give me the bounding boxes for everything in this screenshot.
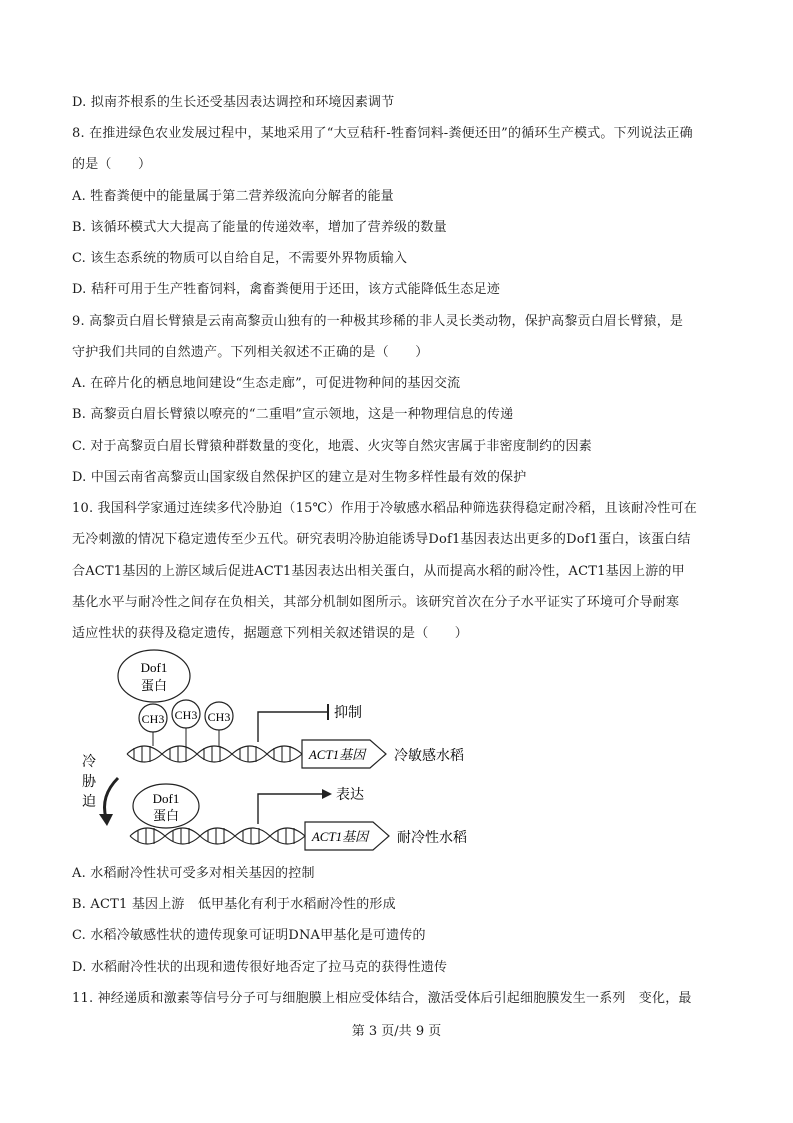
question-10-stem-cont: 无冷刺激的情况下稳定遗传至少五代。研究表明冷胁迫能诱导Dof1基因表达出更多的Dof1蛋白，该蛋白结 [72, 532, 691, 547]
dna-helix-top [127, 746, 302, 762]
express-label: 表达 [336, 788, 364, 803]
dof1-bottom-line2: 蛋白 [152, 808, 180, 823]
methyl-group-2 [172, 700, 200, 746]
cold-stress-arrow [99, 778, 118, 826]
inhibit-arrow [258, 704, 362, 742]
dof1-protein-top [118, 650, 190, 702]
question-10-stem-cont: 基化水平与耐冷性之间存在负相关，其部分机制如图所示。该研究首次在分子水平证实了环境可介导耐寒 [72, 595, 680, 610]
cold-stress-char-3: 迫 [82, 795, 96, 810]
question-10-option-c: C. 水稻冷敏感性状的遗传现象可证明DNA甲基化是可遗传的 [72, 928, 426, 943]
cold-stress-char-1: 冷 [82, 755, 96, 770]
act1-gene-bottom [305, 822, 389, 850]
inhibit-label: 抑制 [334, 706, 362, 721]
question-11-stem: 11. 神经递质和激素等信号分子可与细胞膜上相应受体结合，激活受体后引起细胞膜发生一系列 变化，最 [72, 991, 692, 1006]
question-10-option-b: B. ACT1 基因上游 低甲基化有利于水稻耐冷性的形成 [72, 897, 396, 912]
question-8-option-b: B. 该循环模式大大提高了能量的传递效率，增加了营养级的数量 [72, 220, 447, 235]
text-line: D. 拟南芥根系的生长还受基因表达调控和环境因素调节 [72, 95, 395, 110]
question-9-option-b: B. 高黎贡白眉长臂猿以嘹亮的“二重唱”宣示领地，这是一种物理信息的传递 [72, 407, 514, 422]
question-10-stem-cont: 合ACT1基因的上游区域后促进ACT1基因表达出相关蛋白，从而提高水稻的耐冷性，ACT1基因上游的甲 [72, 564, 685, 579]
express-arrow [258, 786, 364, 824]
question-8-stem: 8. 在推进绿色农业发展过程中，某地采用了“大豆秸秆-牲畜饲料-粪便还田”的循环生产模式。下列说法正确 [72, 126, 693, 141]
question-9-option-a: A. 在碎片化的栖息地间建设“生态走廊”，可促进物种间的基因交流 [72, 376, 461, 391]
question-9-stem: 9. 高黎贡白眉长臂猿是云南高黎贡山独有的一种极其珍稀的非人灵长类动物，保护高黎贡白眉长臂猿，是 [72, 314, 684, 329]
page-number: 第 3 页/共 9 页 [351, 1024, 442, 1039]
act1-gene-top-label: ACT1基因 [308, 747, 366, 762]
dof1-bottom-line1: Dof1 [152, 791, 180, 806]
question-10-stem: 10. 我国科学家通过连续多代冷胁迫（15℃）作用于冷敏感水稻品种筛选获得稳定耐冷稻，且该耐冷性可在 [72, 501, 697, 516]
dna-helix-bottom [130, 828, 305, 844]
methyl-label: CH3 [174, 708, 198, 722]
question-8-option-a: A. 牲畜粪便中的能量属于第二营养级流向分解者的能量 [72, 189, 394, 204]
question-10-stem-cont: 适应性状的获得及稳定遗传，据题意下列相关叙述错误的是（ ） [72, 626, 469, 641]
question-8-option-c: C. 该生态系统的物质可以自给自足，不需要外界物质输入 [72, 251, 408, 266]
methyl-label: CH3 [141, 712, 165, 726]
question-8-stem-cont: 的是（ ） [72, 157, 152, 172]
dof1-top-line1: Dof1 [140, 660, 168, 675]
methyl-label: CH3 [207, 710, 231, 724]
dof1-top-line2: 蛋白 [140, 678, 168, 693]
question-9-option-c: C. 对于高黎贡白眉长臂猿种群数量的变化，地震、火灾等自然灾害属于非密度制约的因素 [72, 439, 592, 454]
question-10-option-d: D. 水稻耐冷性状的出现和遗传很好地否定了拉马克的获得性遗传 [72, 960, 448, 975]
act1-mechanism-figure [72, 646, 532, 856]
methyl-group-3 [205, 702, 233, 746]
cold-stress-char-2: 胁 [82, 775, 96, 790]
act1-gene-top [302, 740, 386, 768]
question-10-option-a: A. 水稻耐冷性状可受多对相关基因的控制 [72, 866, 315, 881]
question-8-option-d: D. 秸秆可用于生产牲畜饲料，禽畜粪便用于还田，该方式能降低生态足迹 [72, 282, 501, 297]
methyl-group-1 [139, 704, 167, 746]
question-9-option-d: D. 中国云南省高黎贡山国家级自然保护区的建立是对生物多样性最有效的保护 [72, 470, 527, 485]
cold-sensitive-rice-label: 冷敏感水稻 [394, 749, 464, 764]
act1-gene-bottom-label: ACT1基因 [311, 829, 369, 844]
cold-tolerant-rice-label: 耐冷性水稻 [397, 831, 467, 846]
dof1-protein-bottom [133, 784, 199, 828]
cold-stress-label [82, 754, 97, 810]
question-9-stem-cont: 守护我们共同的自然遗产。下列相关叙述不正确的是（ ） [72, 345, 429, 360]
